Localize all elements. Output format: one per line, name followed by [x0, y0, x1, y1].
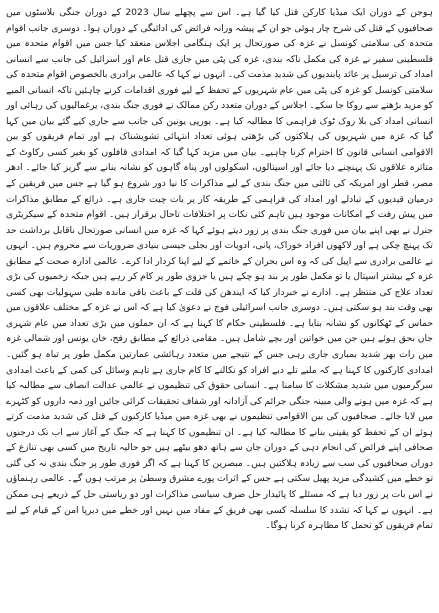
article-body: ہوجن کے دوران ایک میڈیا کارکن قتل کیا گیا ہے۔ اس سے پچھلے سال 2023 کے دوران جنگی بلاسٹوں میں صحافیوں کے قتل کی شرح چار ہوئی جو ان کے پیشہ ورانہ فرائض کی ادائیگی کے دوران ہوا۔ دوسری جانب اقوام متحدہ کی سلامتی کونسل نے غزہ کی صورتحال پر ایک ہنگامی اجلاس منعقد کیا جس میں اقوام متحدہ میں فلسطینی سفیر نے غزہ کی مکمل ناکہ بندی، غزہ کی پٹی میں جاری قتل عام اور اسرائیل کی جانب سے انسانی امداد کی ترسیل پر عائد پابندیوں کی شدید مذمت کی۔ انہوں نے کہا کہ عالمی برادری بالخصوص اقوام متحدہ کی سلامتی کونسل کو غزہ کی پٹی میں عام شہریوں کے تحفظ کے لیے فوری اقدامات کرنے چاہئیں تاکہ انسانی المیے کو مزید بڑھنے سے روکا جا سکے۔ اجلاس کے دوران متعدد رکن ممالک نے فوری جنگ بندی، یرغمالیوں کی رہائی اور انسانی امداد کی بلا روک ٹوک فراہمی کا مطالبہ کیا ہے۔ یورپی یونین کی جانب سے جاری کیے گئے بیان میں کہا گیا کہ غزہ میں شہریوں کی ہلاکتوں کی بڑھتی ہوئی تعداد انتہائی تشویشناک ہے اور تمام فریقوں کو بین الاقوامی انسانی قانون کا احترام کرنا چاہیے۔ بیان میں مزید کہا گیا کہ امدادی قافلوں کو بغیر کسی رکاوٹ کے متاثرہ علاقوں تک پہنچنے دیا جائے اور اسپتالوں، اسکولوں اور پناہ گاہوں کو نشانہ بنانے سے گریز کیا جائے۔ ادھر مصر، قطر اور امریکہ کی ثالثی میں جنگ بندی کے لیے مذاکرات کا نیا دور شروع ہو گیا ہے جس میں فریقین کے درمیان قیدیوں کے تبادلے اور امداد کی فراہمی کے طریقہ کار پر بات چیت جاری ہے۔ ذرائع کے مطابق مذاکرات میں پیش رفت کے امکانات موجود ہیں تاہم کئی نکات پر اختلافات تاحال برقرار ہیں۔ اقوام متحدہ کے سیکریٹری جنرل نے بھی اپنے بیان میں فوری جنگ بندی پر زور دیتے ہوئے کہا کہ غزہ میں انسانی صورتحال ناقابل برداشت حد تک پہنچ چکی ہے اور لاکھوں افراد خوراک، پانی، ادویات اور بجلی جیسی بنیادی ضروریات سے محروم ہیں۔ انہوں نے عالمی برادری سے اپیل کی کہ وہ اس بحران کے خاتمے کے لیے اپنا کردار ادا کرے۔ عالمی ادارہ صحت کے مطابق غزہ کے بیشتر اسپتال یا تو مکمل طور پر بند ہو چکے ہیں یا جزوی طور پر کام کر رہے ہیں جبکہ زخمیوں کی بڑی تعداد علاج کی منتظر ہے۔ ادارے نے خبردار کیا کہ ایندھن کی قلت کے باعث باقی ماندہ طبی سہولیات بھی کسی بھی وقت بند ہو سکتی ہیں۔ دوسری جانب اسرائیلی فوج نے دعویٰ کیا ہے کہ اس نے غزہ کے مختلف علاقوں میں حماس کے ٹھکانوں کو نشانہ بنایا ہے۔ فلسطینی حکام کا کہنا ہے کہ ان حملوں میں بڑی تعداد میں عام شہری جاں بحق ہوئے ہیں جن میں خواتین اور بچے شامل ہیں۔ مقامی ذرائع کے مطابق رفح، خان یونس اور شمالی غزہ میں رات بھر شدید بمباری جاری رہی جس کے نتیجے میں متعدد رہائشی عمارتیں مکمل طور پر تباہ ہو گئیں۔ امدادی کارکنوں کا کہنا ہے کہ ملبے تلے دبے افراد کو نکالنے کا کام جاری ہے تاہم وسائل کی کمی کے باعث امدادی سرگرمیوں میں شدید مشکلات کا سامنا ہے۔ انسانی حقوق کی تنظیموں نے عالمی عدالت انصاف سے مطالبہ کیا ہے کہ غزہ میں ہونے والی مبینہ جنگی جرائم کی آزادانہ اور شفاف تحقیقات کرائی جائیں اور ذمہ داروں کو کٹہرے میں لایا جائے۔ صحافیوں کی بین الاقوامی تنظیموں نے بھی غزہ میں میڈیا کارکنوں کے قتل کی شدید مذمت کرتے ہوئے ان کے تحفظ کو یقینی بنانے کا مطالبہ کیا ہے۔ ان تنظیموں کا کہنا ہے کہ جنگ کے آغاز سے اب تک درجنوں صحافی اپنے فرائض کی انجام دہی کے دوران جان سے ہاتھ دھو بیٹھے ہیں جو حالیہ تاریخ میں کسی بھی تنازع کے دوران صحافیوں کی سب سے زیادہ ہلاکتیں ہیں۔ مبصرین کا کہنا ہے کہ اگر فوری طور پر جنگ بندی نہ کی گئی تو خطے میں کشیدگی مزید پھیل سکتی ہے جس کے اثرات پورے مشرق وسطیٰ پر مرتب ہوں گے۔ عالمی رہنماؤں نے اس بات پر زور دیا ہے کہ مسئلے کا پائیدار حل صرف سیاسی مذاکرات اور دو ریاستی حل کے ذریعے ہی ممکن ہے۔ انہوں نے کہا کہ تشدد کا سلسلہ کسی بھی فریق کے مفاد میں نہیں اور خطے میں دیرپا امن کے قیام کے لیے تمام فریقوں کو تحمل کا مظاہرہ کرنا ہوگا۔ — [6, 7, 433, 532]
